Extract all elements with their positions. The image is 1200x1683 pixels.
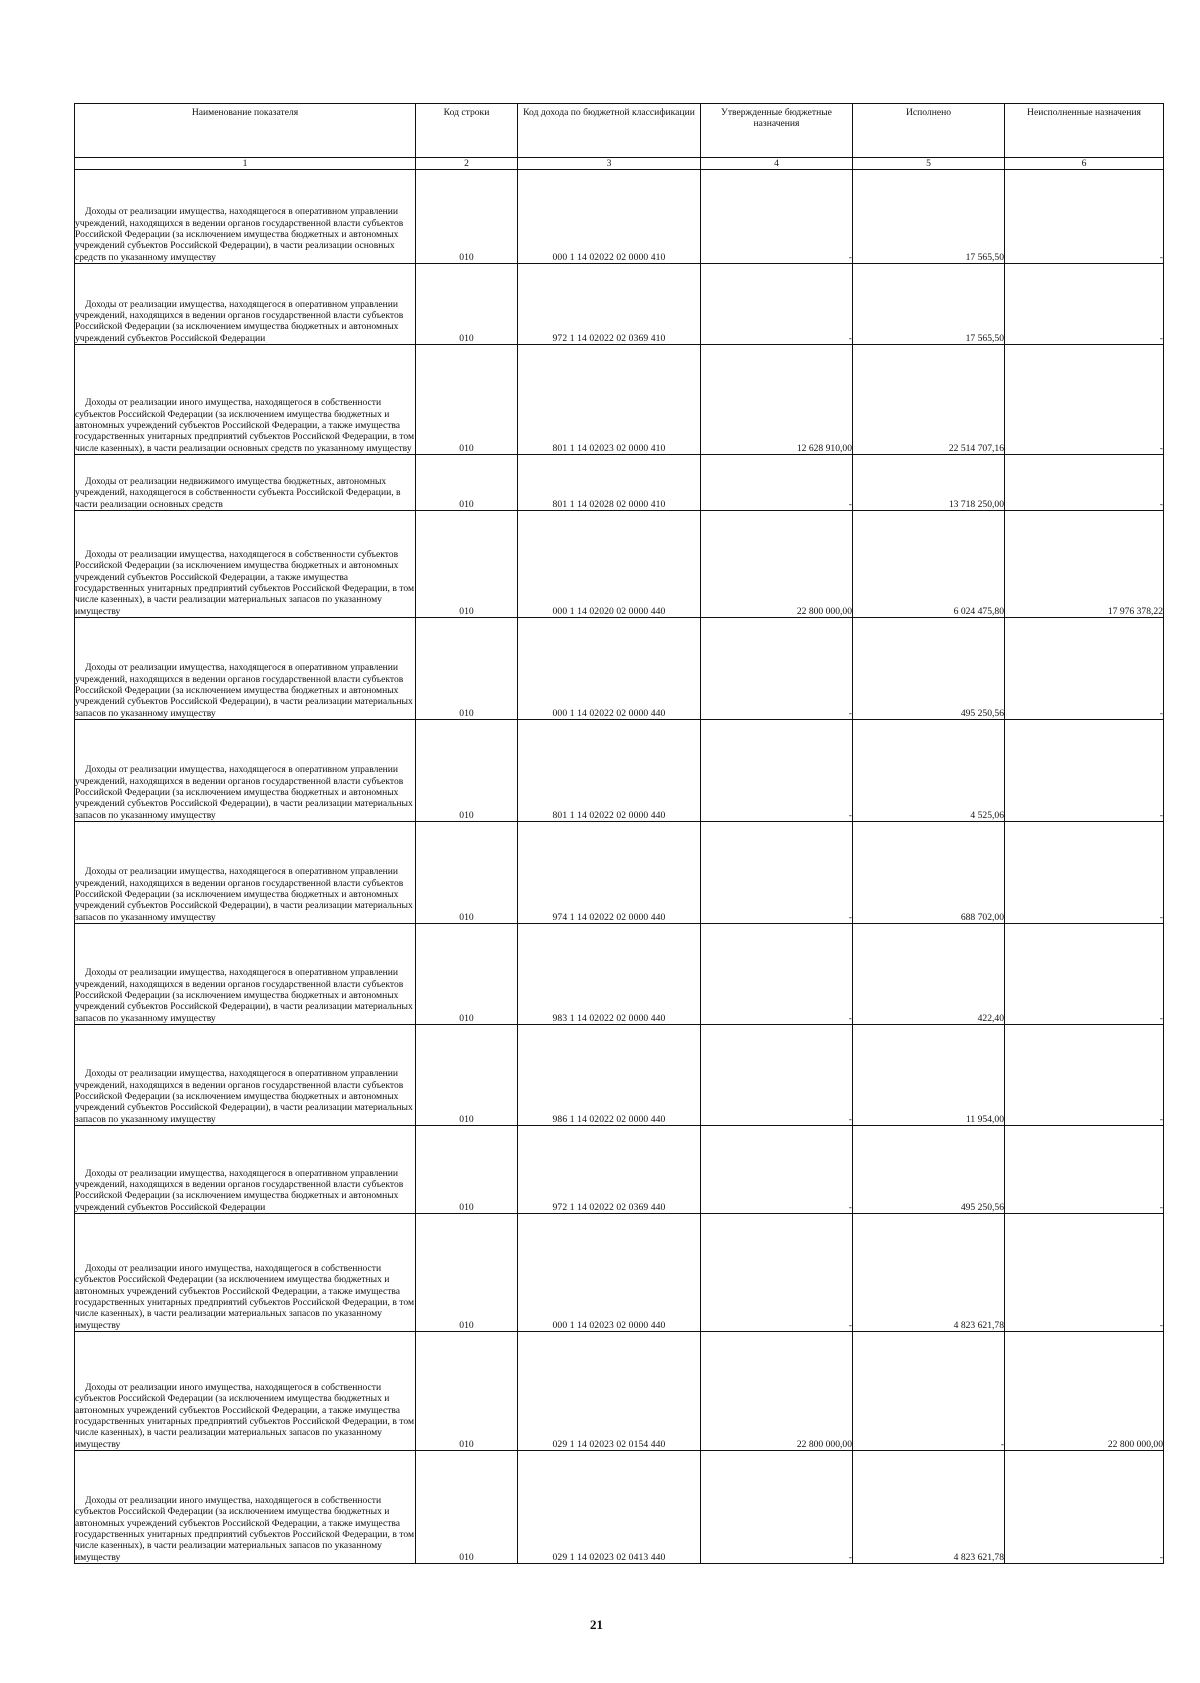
- header-indicator-name: Наименование показателя: [75, 104, 416, 158]
- approved-amount-cell: -: [701, 170, 853, 264]
- table-row: [75, 1332, 1164, 1451]
- approved-amount-cell: -: [701, 264, 853, 345]
- indicator-name: Доходы от реализации имущества, находящегося в оперативном управлении учреждений, находящихся в ведении органов государственной власти субъектов Российской Федерации (за исключением имущества бюджетных и автономных учреждений субъектов Российской Федерации: [75, 1167, 404, 1213]
- approved-amount-cell: 22 800 000,00: [701, 511, 853, 618]
- executed-amount-cell: 22 514 707,16: [853, 345, 1005, 455]
- indicator-name-cell: [75, 1126, 416, 1214]
- approved-amount-cell: -: [701, 1214, 853, 1332]
- line-code-cell: 010: [416, 1214, 518, 1332]
- header-budget-classification-code: Код дохода по бюджетной классификации: [518, 104, 701, 158]
- column-number: 1: [75, 158, 416, 170]
- indicator-name-cell: [75, 455, 416, 511]
- indicator-name: Доходы от реализации имущества, находящегося в собственности субъектов Российской Федерации (за исключением имущества бюджетных и автономных учреждений субъектов Российской Федерации, а также имущества государственных унитарных предприятий субъектов Российской Федерации, в том числе казенных), в части реализации материальных запасов по указанному имуществу: [75, 549, 415, 617]
- column-number: 6: [1005, 158, 1164, 170]
- approved-amount-cell: -: [701, 455, 853, 511]
- indicator-name: Доходы от реализации иного имущества, находящегося в собственности субъектов Российской Федерации (за исключением имущества бюджетных и автономных учреждений субъектов Российской Федерации, а также имущества государственных унитарных предприятий субъектов Российской Федерации, в том числе казенных), в части реализации материальных запасов по указанному имуществу: [75, 1382, 415, 1450]
- line-code-cell: 010: [416, 618, 518, 720]
- line-code-cell: 010: [416, 1025, 518, 1126]
- classification-code-cell: 972 1 14 02022 02 0369 440: [518, 1126, 701, 1214]
- approved-amount-cell: -: [701, 720, 853, 822]
- indicator-name-cell: [75, 822, 416, 924]
- unexecuted-amount-cell: -: [1005, 345, 1164, 455]
- classification-code-cell: 000 1 14 02023 02 0000 440: [518, 1214, 701, 1332]
- indicator-name: Доходы от реализации имущества, находящегося в оперативном управлении учреждений, находящихся в ведении органов государственной власти субъектов Российской Федерации (за исключением имущества бюджетных и автономных учреждений субъектов Российской Федерации), в части реализации материальных запасов по указанному имуществу: [75, 662, 413, 719]
- indicator-name-cell: [75, 1332, 416, 1451]
- indicator-name-cell: [75, 618, 416, 720]
- executed-amount-cell: 688 702,00: [853, 822, 1005, 924]
- table-row: [75, 720, 1164, 822]
- unexecuted-amount-cell: 17 976 378,22: [1005, 511, 1164, 618]
- line-code-cell: 010: [416, 170, 518, 264]
- classification-code-cell: 974 1 14 02022 02 0000 440: [518, 822, 701, 924]
- indicator-name-cell: [75, 924, 416, 1025]
- classification-code-cell: 986 1 14 02022 02 0000 440: [518, 1025, 701, 1126]
- executed-amount-cell: -: [853, 1332, 1005, 1451]
- line-code-cell: 010: [416, 1451, 518, 1564]
- unexecuted-amount-cell: -: [1005, 822, 1164, 924]
- indicator-name: Доходы от реализации иного имущества, находящегося в собственности субъектов Российской Федерации (за исключением имущества бюджетных и автономных учреждений субъектов Российской Федерации, а также имущества государственных унитарных предприятий субъектов Российской Федерации, в том числе казенных), в части реализации основных средств по указанному имуществу: [75, 397, 415, 454]
- classification-code-cell: 801 1 14 02028 02 0000 410: [518, 455, 701, 511]
- line-code-cell: 010: [416, 924, 518, 1025]
- indicator-name: Доходы от реализации имущества, находящегося в оперативном управлении учреждений, находящихся в ведении органов государственной власти субъектов Российской Федерации (за исключением имущества бюджетных и автономных учреждений субъектов Российской Федерации), в части реализации материальных запасов по указанному имуществу: [75, 1068, 413, 1125]
- approved-amount-cell: -: [701, 618, 853, 720]
- approved-amount-cell: -: [701, 822, 853, 924]
- indicator-name-cell: [75, 345, 416, 455]
- line-code-cell: 010: [416, 511, 518, 618]
- indicator-name: Доходы от реализации имущества, находящегося в оперативном управлении учреждений, находящихся в ведении органов государственной власти субъектов Российской Федерации (за исключением имущества бюджетных и автономных учреждений субъектов Российской Федерации: [75, 298, 404, 344]
- table-row: [75, 822, 1164, 924]
- unexecuted-amount-cell: -: [1005, 618, 1164, 720]
- table-row: [75, 1451, 1164, 1564]
- header-unexecuted-appropriations: Неисполненные назначения: [1005, 104, 1164, 158]
- indicator-name-cell: [75, 511, 416, 618]
- indicator-name: Доходы от реализации имущества, находящегося в оперативном управлении учреждений, находящихся в ведении органов государственной власти субъектов Российской Федерации (за исключением имущества бюджетных и автономных учреждений субъектов Российской Федерации), в части реализации основных средств по указанному имуществу: [75, 206, 404, 263]
- indicator-name-cell: [75, 1214, 416, 1332]
- indicator-name-cell: [75, 170, 416, 264]
- revenue-report-table: [74, 103, 1164, 1564]
- table-row: [75, 924, 1164, 1025]
- header-executed: Исполнено: [853, 104, 1005, 158]
- approved-amount-cell: 12 628 910,00: [701, 345, 853, 455]
- indicator-name: Доходы от реализации имущества, находящегося в оперативном управлении учреждений, находящихся в ведении органов государственной власти субъектов Российской Федерации (за исключением имущества бюджетных и автономных учреждений субъектов Российской Федерации), в части реализации материальных запасов по указанному имуществу: [75, 764, 413, 821]
- unexecuted-amount-cell: -: [1005, 170, 1164, 264]
- line-code-cell: 010: [416, 720, 518, 822]
- indicator-name: Доходы от реализации имущества, находящегося в оперативном управлении учреждений, находящихся в ведении органов государственной власти субъектов Российской Федерации (за исключением имущества бюджетных и автономных учреждений субъектов Российской Федерации), в части реализации материальных запасов по указанному имуществу: [75, 967, 413, 1024]
- approved-amount-cell: 22 800 000,00: [701, 1332, 853, 1451]
- table-row: [75, 618, 1164, 720]
- executed-amount-cell: 495 250,56: [853, 1126, 1005, 1214]
- unexecuted-amount-cell: -: [1005, 720, 1164, 822]
- approved-amount-cell: -: [701, 1126, 853, 1214]
- executed-amount-cell: 6 024 475,80: [853, 511, 1005, 618]
- indicator-name: Доходы от реализации иного имущества, находящегося в собственности субъектов Российской Федерации (за исключением имущества бюджетных и автономных учреждений субъектов Российской Федерации, а также имущества государственных унитарных предприятий субъектов Российской Федерации, в том числе казенных), в части реализации материальных запасов по указанному имуществу: [75, 1263, 415, 1331]
- line-code-cell: 010: [416, 264, 518, 345]
- table-row: [75, 1126, 1164, 1214]
- classification-code-cell: 000 1 14 02022 02 0000 440: [518, 618, 701, 720]
- page-number: 21: [590, 1617, 603, 1632]
- classification-code-cell: 972 1 14 02022 02 0369 410: [518, 264, 701, 345]
- line-code-cell: 010: [416, 822, 518, 924]
- unexecuted-amount-cell: -: [1005, 455, 1164, 511]
- table-row: [75, 264, 1164, 345]
- unexecuted-amount-cell: -: [1005, 924, 1164, 1025]
- indicator-name: Доходы от реализации имущества, находящегося в оперативном управлении учреждений, находящихся в ведении органов государственной власти субъектов Российской Федерации (за исключением имущества бюджетных и автономных учреждений субъектов Российской Федерации), в части реализации материальных запасов по указанному имуществу: [75, 866, 413, 923]
- executed-amount-cell: 4 823 621,78: [853, 1214, 1005, 1332]
- executed-amount-cell: 4 823 621,78: [853, 1451, 1005, 1564]
- indicator-name-cell: [75, 1451, 416, 1564]
- approved-amount-cell: -: [701, 1451, 853, 1564]
- unexecuted-amount-cell: -: [1005, 264, 1164, 345]
- indicator-name-cell: [75, 1025, 416, 1126]
- executed-amount-cell: 11 954,00: [853, 1025, 1005, 1126]
- approved-amount-cell: -: [701, 1025, 853, 1126]
- unexecuted-amount-cell: -: [1005, 1451, 1164, 1564]
- column-number: 3: [518, 158, 701, 170]
- executed-amount-cell: 17 565,50: [853, 264, 1005, 345]
- table-row: [75, 345, 1164, 455]
- line-code-cell: 010: [416, 455, 518, 511]
- line-code-cell: 010: [416, 1332, 518, 1451]
- column-number: 4: [701, 158, 853, 170]
- column-number: 5: [853, 158, 1005, 170]
- unexecuted-amount-cell: 22 800 000,00: [1005, 1332, 1164, 1451]
- classification-code-cell: 801 1 14 02022 02 0000 440: [518, 720, 701, 822]
- table-row: [75, 511, 1164, 618]
- executed-amount-cell: 495 250,56: [853, 618, 1005, 720]
- approved-amount-cell: -: [701, 924, 853, 1025]
- table-row: [75, 170, 1164, 264]
- table-row: [75, 455, 1164, 511]
- executed-amount-cell: 17 565,50: [853, 170, 1005, 264]
- line-code-cell: 010: [416, 1126, 518, 1214]
- header-line-code: Код строки: [416, 104, 518, 158]
- header-approved-appropriations: Утвержденные бюджетные назначения: [701, 104, 853, 158]
- unexecuted-amount-cell: -: [1005, 1214, 1164, 1332]
- classification-code-cell: 000 1 14 02020 02 0000 440: [518, 511, 701, 618]
- unexecuted-amount-cell: -: [1005, 1126, 1164, 1214]
- executed-amount-cell: 4 525,06: [853, 720, 1005, 822]
- classification-code-cell: 000 1 14 02022 02 0000 410: [518, 170, 701, 264]
- line-code-cell: 010: [416, 345, 518, 455]
- classification-code-cell: 029 1 14 02023 02 0413 440: [518, 1451, 701, 1564]
- indicator-name-cell: [75, 720, 416, 822]
- unexecuted-amount-cell: -: [1005, 1025, 1164, 1126]
- executed-amount-cell: 422,40: [853, 924, 1005, 1025]
- column-number-row: [75, 158, 1164, 170]
- indicator-name-cell: [75, 264, 416, 345]
- indicator-name: Доходы от реализации недвижимого имущества бюджетных, автономных учреждений, находящегося в собственности субъекта Российской Федерации, в части реализации основных средств: [75, 476, 401, 510]
- indicator-name: Доходы от реализации иного имущества, находящегося в собственности субъектов Российской Федерации (за исключением имущества бюджетных и автономных учреждений субъектов Российской Федерации, а также имущества государственных унитарных предприятий субъектов Российской Федерации, в том числе казенных), в части реализации материальных запасов по указанному имуществу: [75, 1495, 415, 1563]
- executed-amount-cell: 13 718 250,00: [853, 455, 1005, 511]
- classification-code-cell: 801 1 14 02023 02 0000 410: [518, 345, 701, 455]
- table-row: [75, 1214, 1164, 1332]
- header-row: [75, 104, 1164, 158]
- table-row: [75, 1025, 1164, 1126]
- column-number: 2: [416, 158, 518, 170]
- classification-code-cell: 983 1 14 02022 02 0000 440: [518, 924, 701, 1025]
- classification-code-cell: 029 1 14 02023 02 0154 440: [518, 1332, 701, 1451]
